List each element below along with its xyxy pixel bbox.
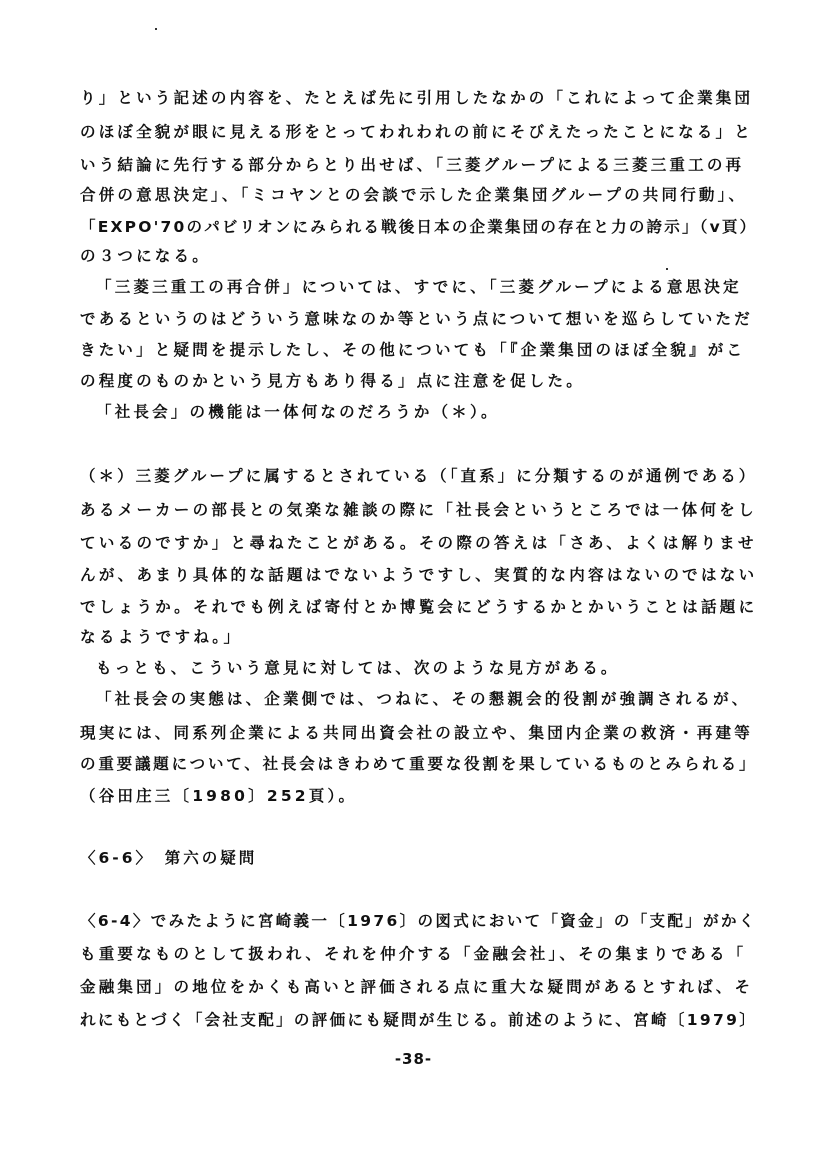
text-line: きたい」と疑問を提示したし、その他についても「『企業集団のほぼ全貌』がこ [80,341,746,359]
quote-line: の重要議題について、社長会はきわめて重要な役割を果しているものとみられる」 [80,755,758,773]
text-line: 金融集団」の地位をかくも高いと評価される点に重大な疑問があるとすれば、そ [80,978,754,996]
text-line: の３つになる。 [80,247,211,265]
text-line: の程度のものかという見方もあり得る」点に注意を促した。 [80,372,585,390]
text-line: 合併の意思決定」、「ミコヤンとの会談で示した企業集団グループの共同行動」、 [80,186,748,204]
quote-line: 「社長会の実態は、企業側では、つねに、その懇親会的役割が強調されるが、 [96,690,751,708]
text-line: もっとも、こういう意見に対しては、次のような見方がある。 [96,659,620,677]
scan-speck [155,28,157,30]
text-line: 「社長会」の機能は一体何なのだろうか（＊）。 [96,403,500,421]
footnote-line: あるメーカーの部長との気楽な雑談の際に「社長会というところでは一体何をし [80,501,757,519]
footnote-line: でしょうか。それでも例えば寄付とか博覧会にどうするかとかいうことは話題に [80,598,758,616]
text-line: も重要なものとして扱われ、それを仲介する「金融会社」、その集まりである「 [80,945,747,963]
text-line: 〈6-4〉でみたように宮崎義一〔1976〕の図式において「資金」の「支配」がかく [80,912,757,930]
text-line: り」という記述の内容を、たとえば先に引用したなかの「これによって企業集団 [80,89,754,107]
quote-line: 現実には、同系列企業による共同出資会社の設立や、集団内企業の救済・再建等 [80,724,753,742]
footnote-line: んが、あまり具体的な話題はでないようですし、実質的な内容はないのではない [80,566,758,584]
quote-line: （谷田庄三〔1980〕252頁）。 [80,787,358,805]
footnote-line: （＊）三菱グループに属するとされている（「直系」に分類するのが通例である） [80,467,758,485]
text-line: いう結論に先行する部分からとり出せば、「三菱グループによる三菱三重工の再 [80,156,745,174]
text-line: れにもとづく「会社支配」の評価にも疑問が生じる。前述のように、宮崎〔1979〕 [80,1011,758,1029]
text-line: のほぼ全貌が眼に見える形をとってわれわれの前にそびえたったことになる」と [80,123,753,141]
text-line: 「三菱三重工の再合併」については、すでに、「三菱グループによる意思決定 [96,278,742,296]
scan-speck [666,268,668,270]
section-heading: 〈6-6〉 第六の疑問 [80,849,258,867]
text-line: 「EXPO'70のパビリオンにみられる戦後日本の企業集団の存在と力の誇示」（v頁） [80,218,758,236]
footnote-line: なるようですね。」 [80,628,243,646]
page-number: -38- [394,1050,433,1068]
footnote-line: ているのですか」と尋ねたことがある。その際の答えは「さあ、よくは解りませ [80,534,757,552]
text-line: であるというのはどういう意味なのか等という点について想いを巡らしていただ [80,310,753,328]
